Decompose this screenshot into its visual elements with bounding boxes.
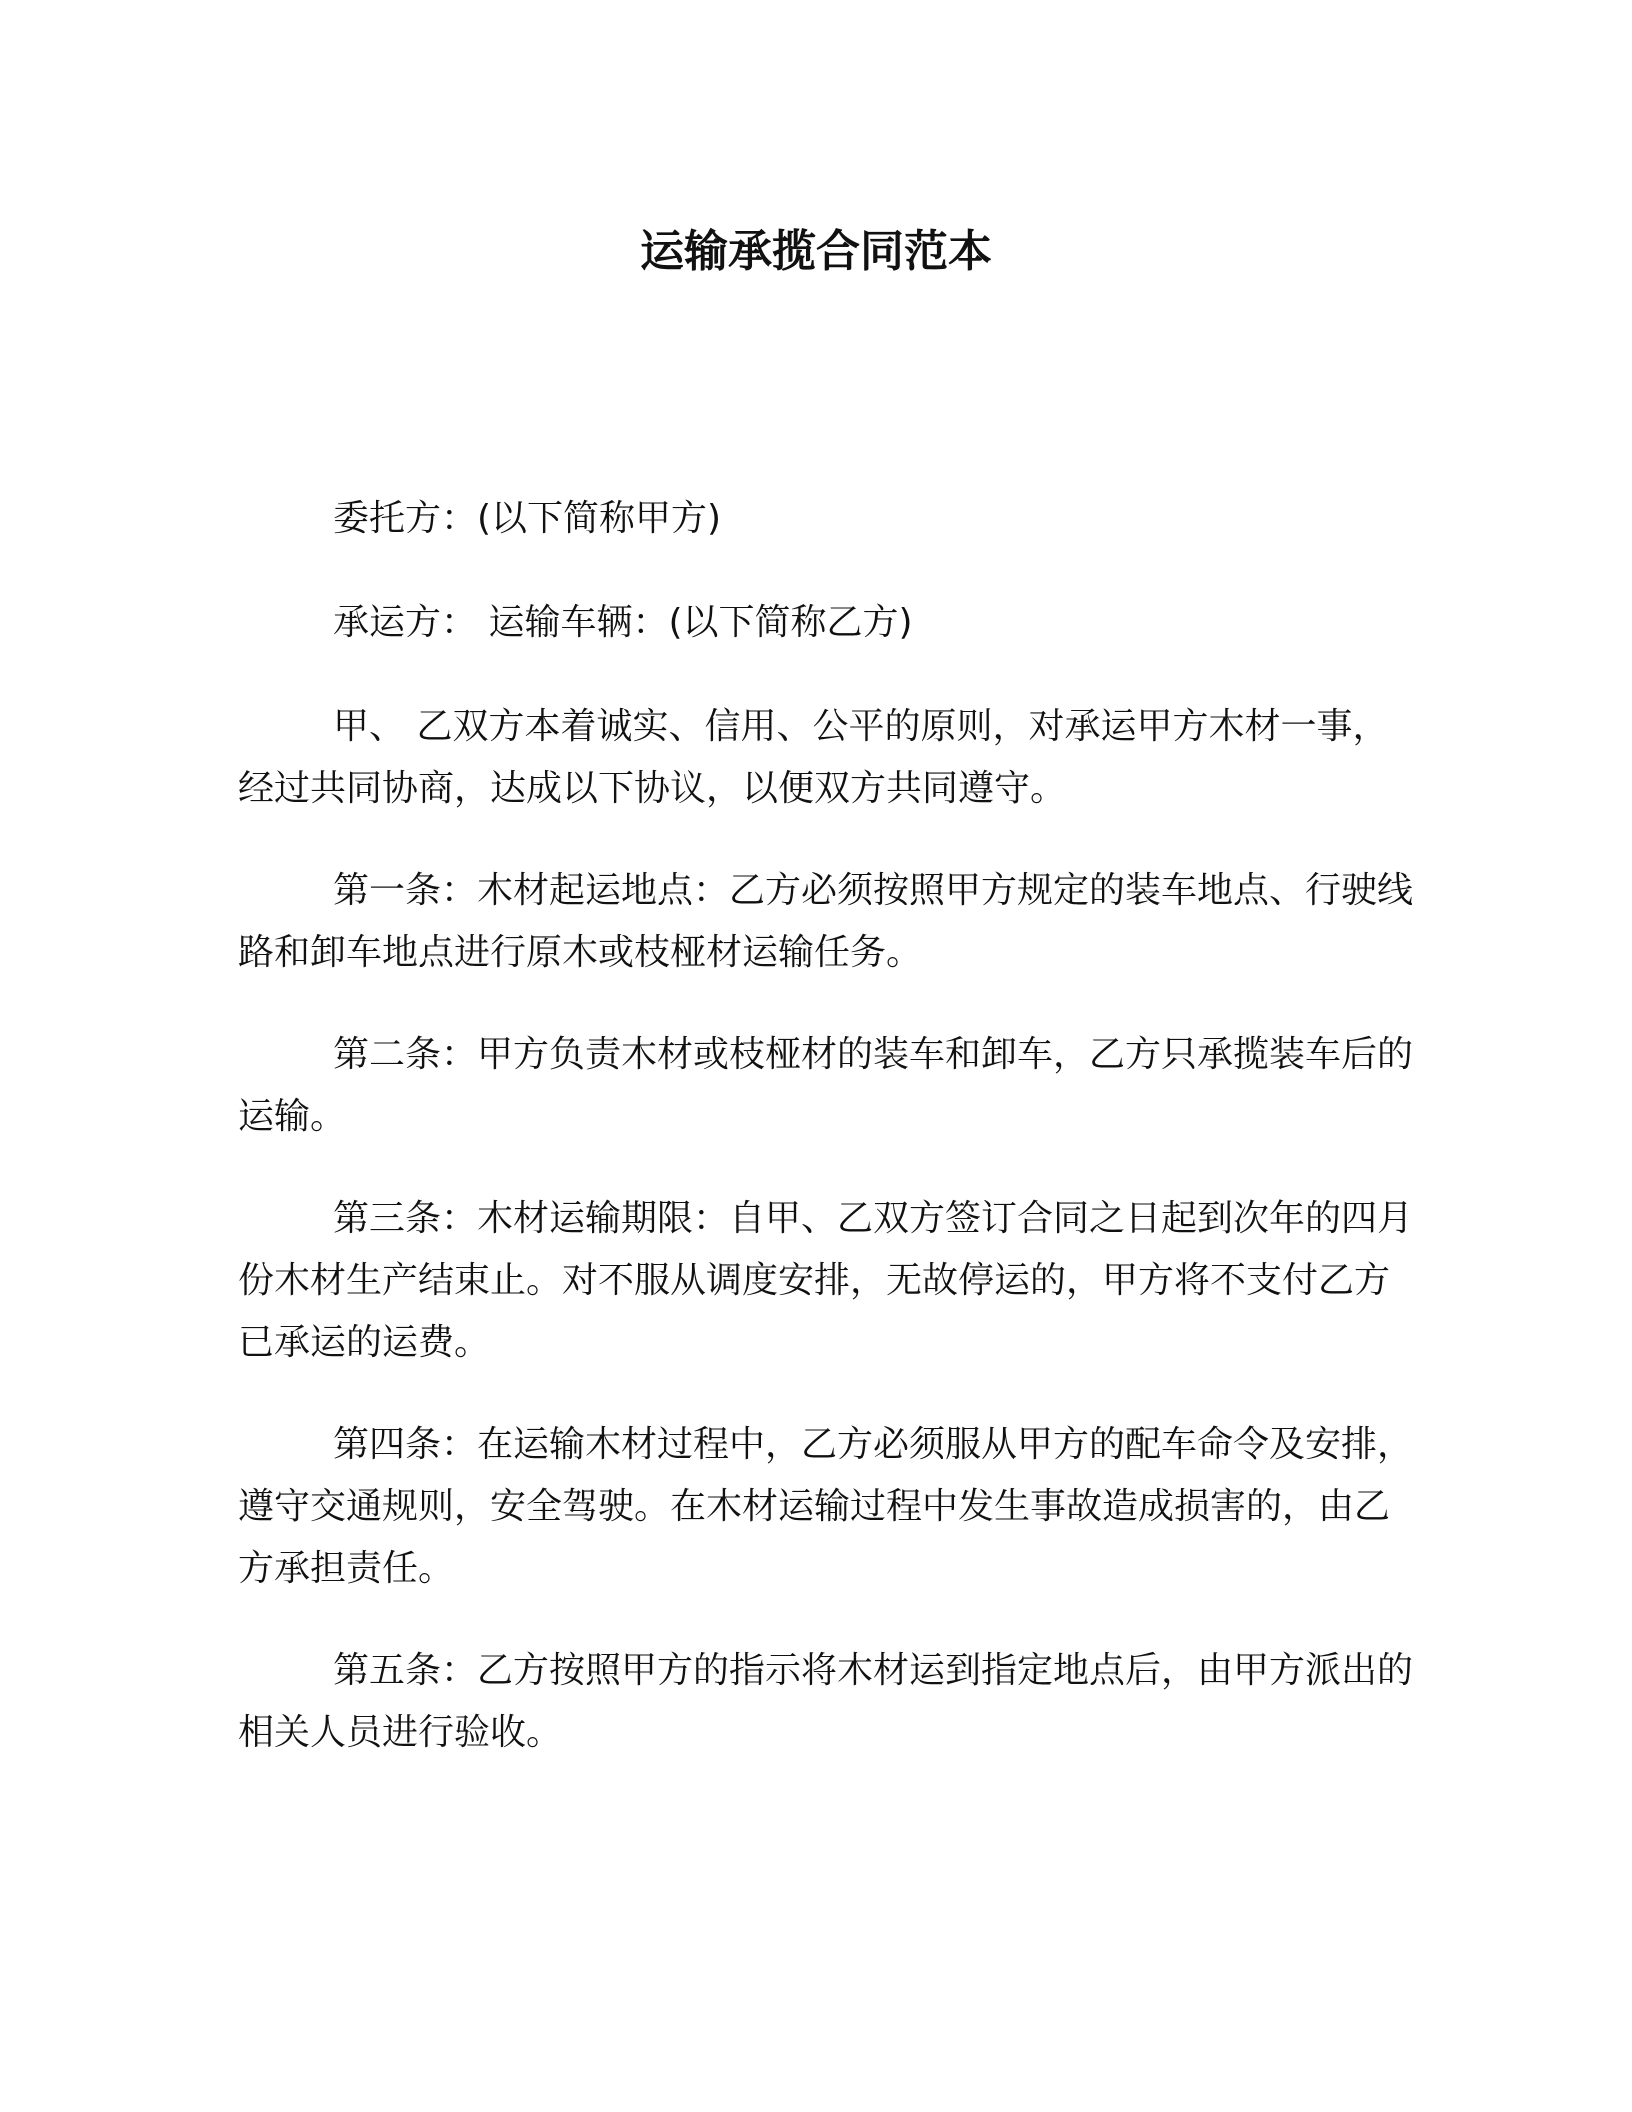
paragraph-article-4: 第四条：在运输木材过程中，乙方必须服从甲方的配车命令及安排，遵守交通规则，安全驾驶。在木材运输过程中发生事故造成损害的，由乙方承担责任。 [238,1424,1414,1589]
paragraph-article-3: 第三条：木材运输期限：自甲、乙双方签订合同之日起到次年的四月份木材生产结束止。对不服从调度安排，无故停运的，甲方将不支付乙方已承运的运费。 [238,1198,1414,1363]
paragraph-preamble: 甲、 乙双方本着诚实、信用、公平的原则，对承运甲方木材一事，经过共同协商，达成以下协议，以便双方共同遵守。 [238,706,1389,809]
paragraph-article-2: 第二条：甲方负责木材或枝桠材的装车和卸车，乙方只承揽装车后的运输。 [238,1034,1414,1137]
paragraph-article-5: 第五条：乙方按照甲方的指示将木材运到指定地点后，由甲方派出的相关人员进行验收。 [238,1650,1414,1753]
paragraph-article-1: 第一条：木材起运地点：乙方必须按照甲方规定的装车地点、行驶线路和卸车地点进行原木或枝桠材运输任务。 [238,870,1414,973]
document-body [238,488,1418,1804]
paragraph-carrier: 承运方： 运输车辆：(以下简称乙方) [333,602,913,643]
paragraph-principal: 委托方：(以下简称甲方) [333,498,722,539]
document-title: 运输承揽合同范本 [640,226,992,277]
